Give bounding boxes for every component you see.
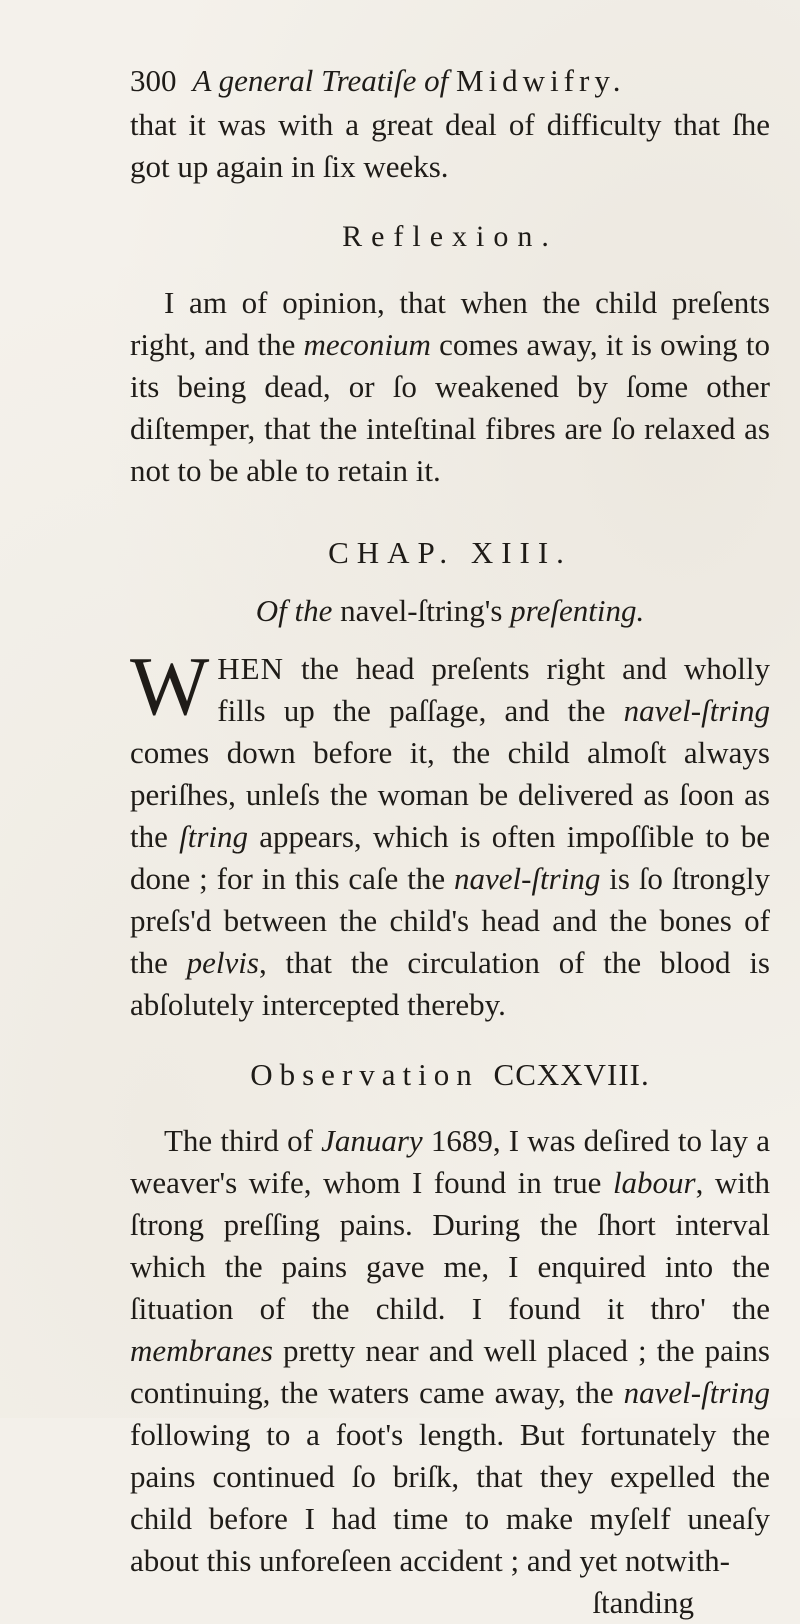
observation-number: CCXXVIII. bbox=[493, 1057, 650, 1092]
observation-text-3: , with ſtrong preſſing pains. During the ſhort interval which the pains gave me, I enquired into the ſituation of the child. I found it thro' the bbox=[130, 1165, 770, 1326]
chapter-cap-word: HEN bbox=[217, 651, 285, 686]
running-title-italic: A general Treatiſe of bbox=[192, 63, 449, 98]
chapter-subtitle bbox=[130, 590, 770, 632]
term-navel-string-3: navel-ſtring bbox=[623, 1375, 770, 1410]
chapter-subtitle-roman: navel-ſtring's bbox=[340, 593, 503, 628]
running-title bbox=[193, 60, 626, 102]
observation-text-1: The third of bbox=[164, 1123, 322, 1158]
chapter-text-1: the head preſents right and wholly fills up the paſſage, and the bbox=[217, 651, 770, 728]
term-pelvis: pelvis bbox=[186, 945, 259, 980]
drop-cap: W bbox=[130, 640, 210, 733]
running-title-caps: Midwifry. bbox=[456, 63, 626, 98]
term-string: ſtring bbox=[179, 819, 249, 854]
paragraph-continuation: that it was with a great deal of difficulty that ſhe got up again in ſix weeks. bbox=[130, 107, 770, 184]
running-head bbox=[130, 60, 790, 102]
term-navel-string-1: navel-ſtring bbox=[623, 693, 770, 728]
chapter-text-4: is ſo ſtrongly preſs'd between the child's head and the bones of the bbox=[130, 861, 770, 980]
reflexion-text-2: comes away, it is owing to its being dead, or ſo weakened by ſome other diſtemper, that the inteſtinal fibres are ſo relaxed as not to be able to retain it. bbox=[130, 327, 770, 488]
chapter-subtitle-end: preſenting. bbox=[502, 593, 645, 628]
observation-paragraph bbox=[130, 1120, 770, 1582]
term-labour: labour bbox=[612, 1165, 696, 1200]
chapter-subtitle-start: Of the bbox=[255, 593, 341, 628]
chapter-paragraph bbox=[130, 640, 770, 1026]
term-meconium: meconium bbox=[303, 327, 431, 362]
catchword: ſtanding bbox=[592, 1585, 694, 1620]
term-january: January bbox=[321, 1123, 423, 1158]
term-navel-string-2: navel-ſtring bbox=[453, 861, 601, 896]
page-text bbox=[130, 60, 770, 1624]
reflexion-heading: Reflexion. bbox=[342, 220, 558, 253]
reflexion-paragraph bbox=[130, 282, 770, 492]
observation-word: Observation bbox=[250, 1057, 479, 1092]
term-membranes: membranes bbox=[130, 1333, 273, 1368]
chapter-text-2: comes down before it, the child almoſt always periſhes, unleſs the woman be delivered as ſoon as the bbox=[130, 735, 770, 854]
chapter-title: CHAP. XIII. bbox=[328, 535, 572, 570]
chapter-text-5: , that the circulation of the blood is abſolutely intercepted thereby. bbox=[130, 945, 770, 1022]
observation-text-2: 1689, I was deſired to lay a weaver's wife, whom I found in true bbox=[130, 1123, 770, 1200]
observation-heading bbox=[130, 1054, 770, 1096]
page-number: 300 bbox=[130, 63, 177, 98]
reflexion-text-1: I am of opinion, that when the child preſents right, and the bbox=[130, 285, 770, 362]
chapter-text-3: appears, which is often impoſſible to be done ; for in this caſe the bbox=[130, 819, 770, 896]
observation-text-4: pretty near and well placed ; the pains continuing, the waters came away, the bbox=[130, 1333, 770, 1410]
observation-text-5: following to a foot's length. But fortunately the pains continued ſo briſk, that they expelled the child before I had time to make myſelf uneaſy about this unforeſeen accident ; and yet notwith- bbox=[130, 1417, 770, 1578]
